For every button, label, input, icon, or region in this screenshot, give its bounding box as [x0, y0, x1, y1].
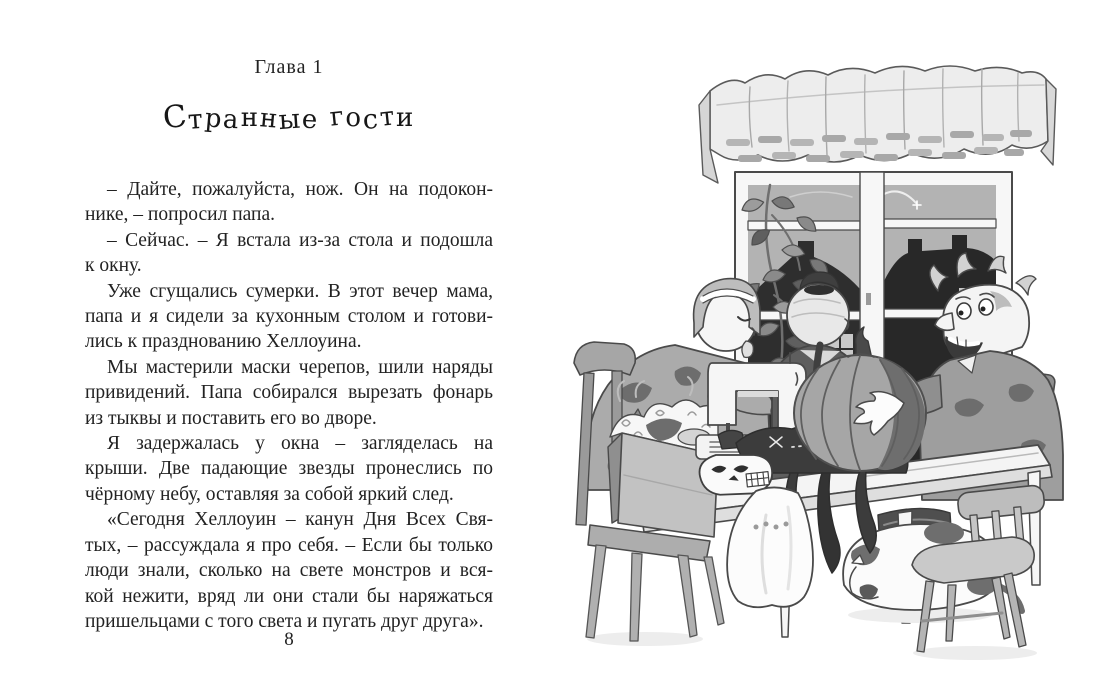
text-line: – Дайте, пожалуйста, нож. Он на подокон-	[107, 179, 493, 200]
text-line: Я задержалась у окна – загляделась на	[107, 433, 493, 455]
text-line: папа и я сидели за кухонным столом и готови-	[85, 306, 493, 328]
text-line: – Сейчас. – Я встала из-за стола и подошла	[107, 229, 493, 251]
text-line: люди знали, сколько на свете монстров и вся-	[85, 560, 493, 582]
curtain-valance	[699, 66, 1056, 183]
chapter-title: Странные гости	[160, 98, 416, 137]
text-line: кой нежити, вряд ли они стали бы наряжаться	[85, 585, 493, 607]
halloween-illustration	[560, 45, 1065, 660]
page-number: 8	[284, 629, 294, 650]
text-line: пришельцами с того света и пугать друг друга».	[85, 610, 484, 632]
text-line: «Сегодня Хеллоуин – канун Дня Всех Свя-	[107, 509, 493, 531]
body-text	[85, 177, 493, 634]
text-line: чёрному небу, оставляя за собой яркий след.	[85, 483, 454, 505]
text-line: нике, – попросил папа.	[85, 204, 275, 226]
chapter-label: Глава 1	[254, 56, 324, 78]
text-line: Уже сгущались сумерки. В этот вечер мама,	[107, 280, 493, 302]
text-line: крыши. Две падающие звезды пронеслись по	[85, 458, 493, 480]
text-line: привидений. Папа собирался вырезать фонарь	[85, 382, 493, 404]
text-line: к окну.	[85, 255, 142, 277]
text-line: тых, – рассуждала я про себя. – Если бы только	[85, 534, 493, 556]
text-line: из тыквы и поставить его во дворе.	[85, 407, 377, 429]
text-line: лись к празднованию Хеллоуина.	[85, 331, 362, 353]
text-line: Мы мастерили маски черепов, шили наряды	[107, 356, 493, 378]
